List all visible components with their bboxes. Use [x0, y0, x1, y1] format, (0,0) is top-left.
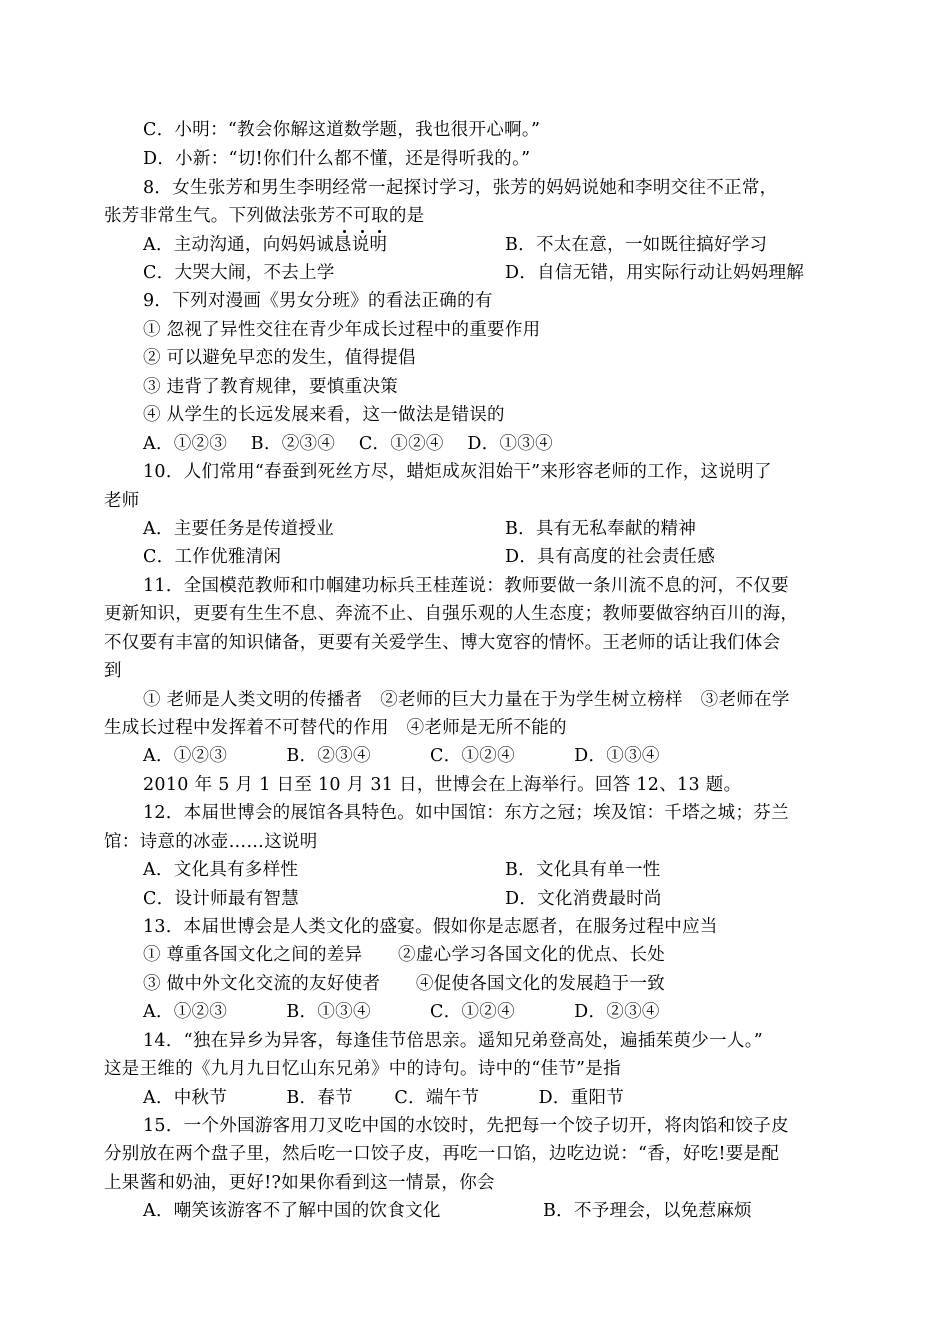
q12-option-b: B．文化具有单一性	[505, 860, 661, 880]
q11-statements-2: 生成长过程中发挥着不可替代的作用 ④老师是无所不能的	[104, 718, 567, 738]
q10-option-c: C．工作优雅清闲	[143, 547, 282, 567]
emphasis-char: 不	[335, 206, 354, 226]
q8-option-c: C．大哭大闹，不去上学	[143, 263, 335, 283]
q8-emphasis	[335, 206, 388, 226]
q8-option-d: D．自信无错，用实际行动让妈妈理解	[505, 263, 805, 283]
q12-option-d: D．文化消费最时尚	[505, 889, 662, 909]
q8-stem-1: 8．女生张芳和男生李明经常一起探讨学习，张芳的妈妈说她和李明交往不正常，	[143, 178, 778, 198]
q8-option-a: A．主动沟通，向妈妈诚恳说明	[143, 235, 388, 255]
q12-option-c: C．设计师最有智慧	[143, 889, 300, 909]
q9-options: A．①②③ B．②③④ C．①②④ D．①③④	[143, 434, 553, 454]
q8-option-row-1	[143, 233, 387, 257]
q13-options: A．①②③ B．①③④ C．①②④ D．②③④	[143, 1002, 660, 1022]
q10-stem-1: 10．人们常用“春蚕到死丝方尽，蜡炬成灰泪始干”来形容老师的工作，这说明了	[143, 462, 772, 482]
q10-stem-2: 老师	[104, 491, 140, 511]
q8-stem-2	[104, 204, 424, 228]
q9-statement-3: ③ 违背了教育规律，要慎重决策	[143, 377, 399, 397]
q9-statement-2: ② 可以避免早恋的发生，值得提倡	[143, 348, 416, 368]
q10-option-d: D．具有高度的社会责任感	[505, 547, 716, 567]
q15-option-b: B．不予理会，以免惹麻烦	[543, 1201, 752, 1221]
q14-stem-2: 这是王维的《九月九日忆山东兄弟》中的诗句。诗中的“佳节”是指	[104, 1059, 621, 1079]
q8-stem-end: 的是	[388, 206, 425, 226]
q15-option-a: A．嘲笑该游客不了解中国的饮食文化	[143, 1201, 441, 1221]
q11-options: A．①②③ B．②③④ C．①②④ D．①③④	[143, 746, 660, 766]
q15-stem-2: 分别放在两个盘子里，然后吃一口饺子皮，再吃一口馅，边吃边说：“香，好吃!要是配	[104, 1144, 780, 1164]
q11-stem-3: 不仅要有丰富的知识储备，更要有关爱学生、博大宽容的情怀。王老师的话让我们体会	[104, 633, 781, 653]
q10-option-a: A．主要任务是传道授业	[143, 519, 334, 539]
q13-stem: 13．本届世博会是人类文化的盛宴。假如你是志愿者，在服务过程中应当	[143, 917, 718, 937]
emphasis-char: 取	[371, 206, 389, 226]
q14-stem-1: 14．“独在异乡为异客，每逢佳节倍思亲。遥知兄弟登高处，遍插茱萸少一人。”	[143, 1031, 764, 1051]
q11-stem-4: 到	[104, 661, 122, 681]
q9-statement-4: ④ 从学生的长远发展来看，这一做法是错误的	[143, 405, 505, 425]
q7-option-c: C．小明：“教会你解这道数学题，我也很开心啊。”	[143, 120, 541, 140]
q11-statements-1: ① 老师是人类文明的传播者 ②老师的巨大力量在于为学生树立榜样 ③老师在学	[143, 690, 790, 710]
q9-stem: 9．下列对漫画《男女分班》的看法正确的有	[143, 291, 493, 311]
q11-stem-1: 11．全国模范教师和巾帼建功标兵王桂莲说：教师要做一条川流不息的河，不仅要	[143, 576, 789, 596]
q12-option-a: A．文化具有多样性	[143, 860, 299, 880]
q8-stem-text: 张芳非常生气。下列做法张芳	[104, 206, 336, 226]
q12-stem-1: 12．本届世博会的展馆各具特色。如中国馆：东方之冠；埃及馆：千塔之城；芬兰	[143, 803, 789, 823]
q8-option-b: B．不太在意，一如既往搞好学习	[505, 235, 768, 255]
q13-statements-1: ① 尊重各国文化之间的差异 ②虚心学习各国文化的优点、长处	[143, 945, 666, 965]
q7-option-d: D．小新：“切!你们什么都不懂，还是得听我的。”	[143, 149, 531, 169]
q15-stem-1: 15．一个外国游客用刀叉吃中国的水饺时，先把每一个饺子切开，将肉馅和饺子皮	[143, 1116, 789, 1136]
q11-stem-2: 更新知识，更要有生生不息、奔流不止、自强乐观的人生态度；教师要做容纳百川的海，	[104, 604, 799, 624]
q9-statement-1: ① 忽视了异性交往在青少年成长过程中的重要作用	[143, 320, 541, 340]
q10-option-b: B．具有无私奉献的精神	[505, 519, 697, 539]
q14-options: A．中秋节 B．春节 C．端午节 D．重阳节	[143, 1088, 625, 1108]
q13-statements-2: ③ 做中外文化交流的友好使者 ④促使各国文化的发展趋于一致	[143, 974, 666, 994]
q15-stem-3: 上果酱和奶油，更好!?如果你看到这一情景，你会	[104, 1173, 495, 1193]
expo-intro: 2010 年 5 月 1 日至 10 月 31 日，世博会在上海举行。回答 12、13 题。	[143, 775, 742, 795]
emphasis-char: 可	[353, 206, 372, 226]
q12-stem-2: 馆：诗意的冰壶……这说明	[104, 832, 318, 852]
